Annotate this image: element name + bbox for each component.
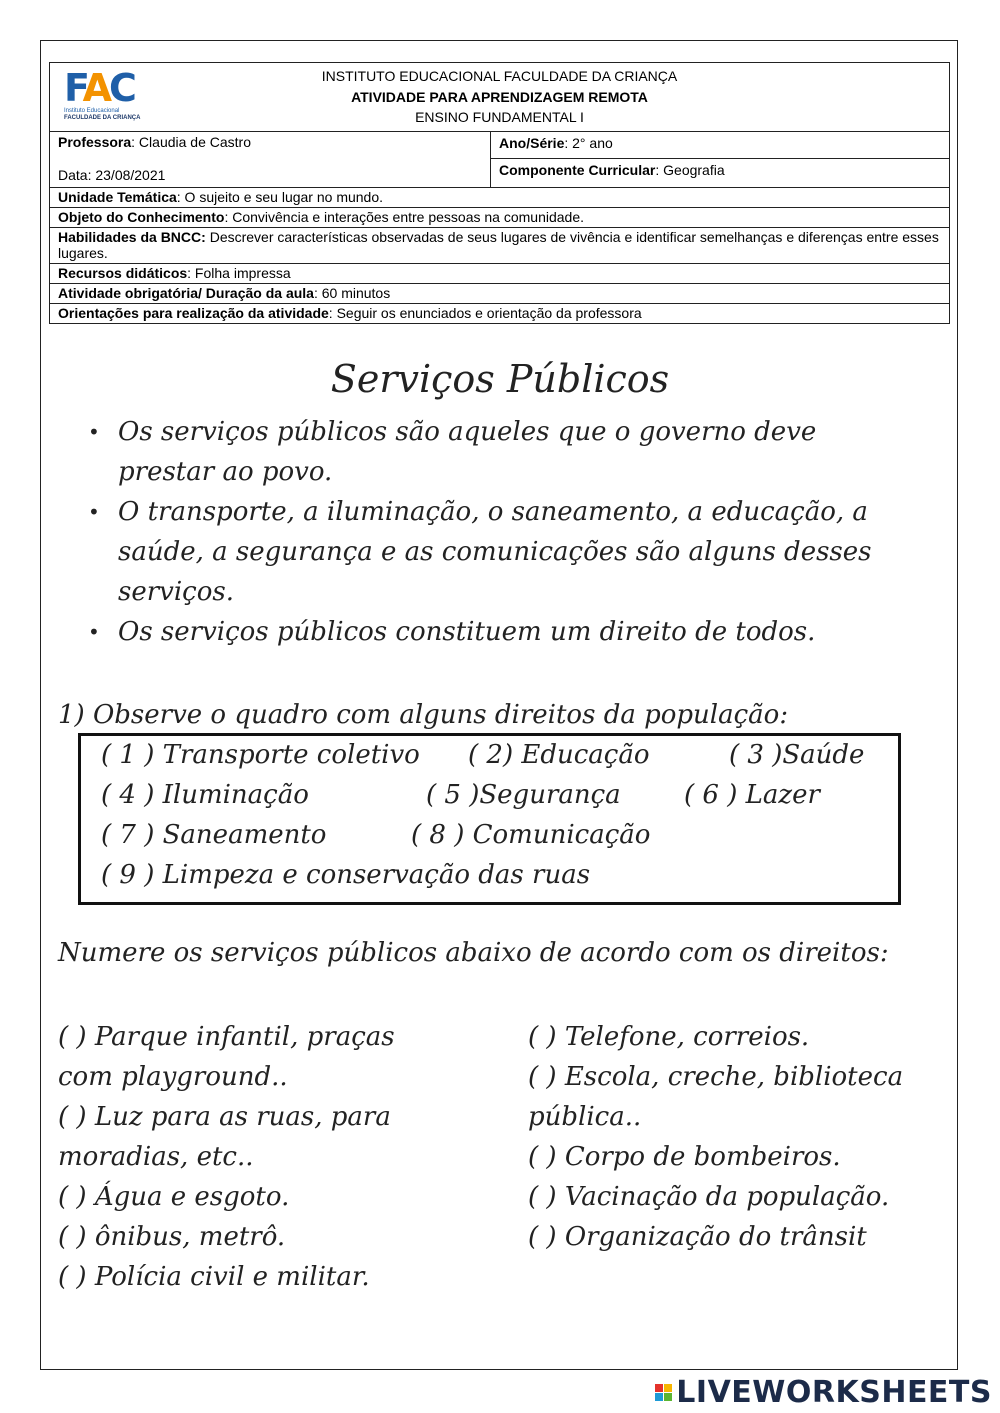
right-item-8: ( 8 ) Comunicação — [411, 820, 651, 850]
list-item: pública.. — [528, 1102, 642, 1132]
recursos-row: Recursos didáticos: Folha impressa — [50, 264, 949, 284]
institution-row — [50, 63, 949, 132]
bullet-item: • Os serviços públicos constituem um direito de todos. — [88, 612, 918, 652]
teacher: Professora: Claudia de Castro — [58, 134, 251, 150]
unidade-row: Unidade Temática: O sujeito e seu lugar no mundo. — [50, 188, 949, 208]
bullet-icon: • — [88, 500, 100, 524]
bullet-item: • O transporte, a iluminação, o saneamento, a educação, a saúde, a segurança e as comunicações são alguns desses serviços. — [88, 492, 918, 612]
right-item-3: ( 3 )Saúde — [729, 740, 865, 770]
activity-type: ATIVIDADE PARA APRENDIZAGEM REMOTA — [351, 88, 648, 105]
logo-letters: FAC — [64, 66, 134, 110]
list-item[interactable]: ( ) Vacinação da população. — [528, 1182, 890, 1212]
logo-subtitle: Instituto Educacional — [64, 108, 120, 114]
liveworksheets-icon — [655, 1380, 673, 1408]
list-item[interactable]: ( ) ônibus, metrô. — [58, 1222, 286, 1252]
date: Data: 23/08/2021 — [58, 167, 166, 183]
right-item-1: ( 1 ) Transporte coletivo — [101, 740, 420, 770]
list-item: com playground.. — [58, 1062, 288, 1092]
grade: Ano/Série: 2° ano — [491, 132, 949, 159]
education-level: ENSINO FUNDAMENTAL I — [415, 109, 584, 125]
bullet-icon: • — [88, 620, 100, 644]
list-item[interactable]: ( ) Telefone, correios. — [528, 1022, 810, 1052]
right-item-2: ( 2) Educação — [468, 740, 650, 770]
right-item-9: ( 9 ) Limpeza e conservação das ruas — [101, 860, 591, 890]
bullet-icon: • — [88, 420, 100, 444]
instruction: Numere os serviços públicos abaixo de acordo com os direitos: — [58, 938, 889, 968]
question-1: 1) Observe o quadro com alguns direitos da população: — [58, 700, 789, 730]
bullet-list — [88, 412, 918, 652]
header-table — [49, 62, 950, 324]
habilidades-row: Habilidades da BNCC: Descrever características observadas de seus lugares de vivência e identificar semelhanças e diferenças entre esses lugares. — [50, 228, 949, 264]
liveworksheets-watermark: LIVEWORKSHEETS — [655, 1375, 992, 1410]
rights-box — [78, 733, 901, 905]
subject: Componente Curricular: Geografia — [499, 162, 725, 178]
right-answer-list — [528, 1017, 948, 1257]
list-item[interactable]: ( ) Organização do trânsit — [528, 1222, 867, 1252]
institution-name: INSTITUTO EDUCACIONAL FACULDADE DA CRIANÇA — [321, 68, 678, 84]
list-item[interactable]: ( ) Parque infantil, praças — [58, 1022, 395, 1052]
bullet-item: • Os serviços públicos são aqueles que o governo deve prestar ao povo. — [88, 412, 918, 492]
page-title: Serviços Públicos — [330, 357, 670, 401]
orientacoes-row: Orientações para realização da atividade: Seguir os enunciados e orientação da professora — [58, 305, 642, 321]
list-item[interactable]: ( ) Corpo de bombeiros. — [528, 1142, 841, 1172]
teacher-row — [50, 132, 949, 188]
list-item[interactable]: ( ) Polícia civil e militar. — [58, 1262, 370, 1292]
list-item: moradias, etc.. — [58, 1142, 254, 1172]
logo-name: FACULDADE DA CRIANÇA — [64, 115, 141, 121]
atividade-row: Atividade obrigatória/ Duração da aula: 60 minutos — [50, 284, 949, 304]
list-item[interactable]: ( ) Escola, creche, biblioteca — [528, 1062, 904, 1092]
objeto-row: Objeto do Conhecimento: Convivência e interações entre pessoas na comunidade. — [50, 208, 949, 228]
list-item[interactable]: ( ) Água e esgoto. — [58, 1182, 290, 1212]
right-item-4: ( 4 ) Iluminação — [101, 780, 309, 810]
left-answer-list — [58, 1017, 498, 1297]
right-item-6: ( 6 ) Lazer — [684, 780, 820, 810]
list-item[interactable]: ( ) Luz para as ruas, para — [58, 1102, 391, 1132]
right-item-5: ( 5 )Segurança — [426, 780, 621, 810]
right-item-7: ( 7 ) Saneamento — [101, 820, 327, 850]
